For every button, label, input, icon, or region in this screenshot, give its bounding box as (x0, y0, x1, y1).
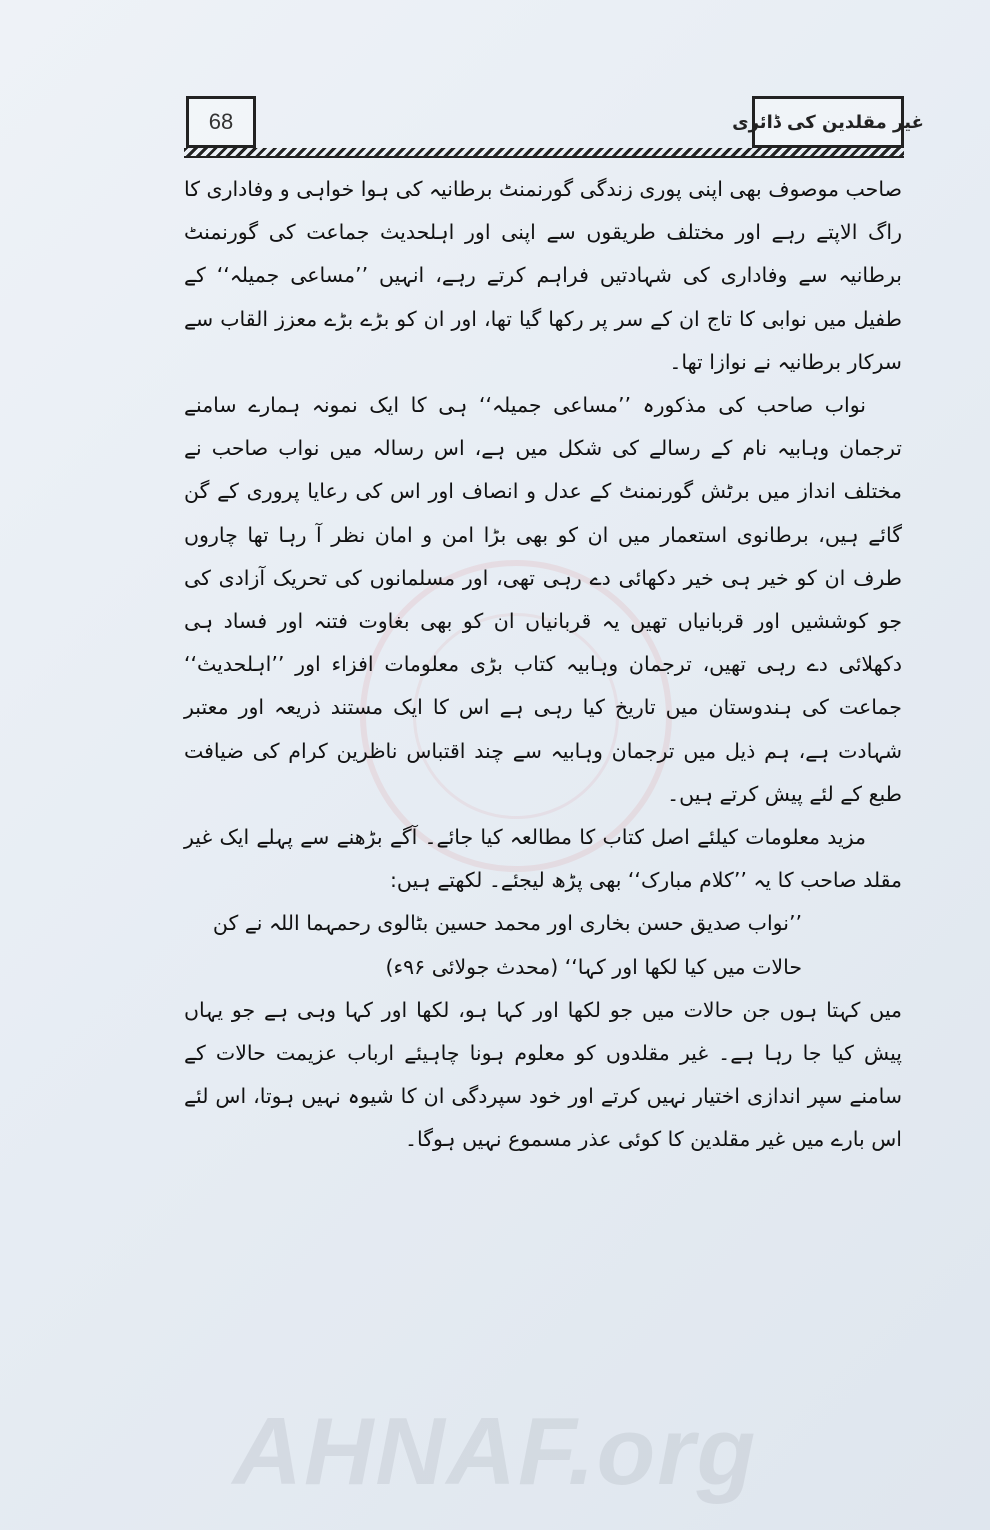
quote-line-2: حالات میں کیا لکھا اور کہا‘‘ (محدث جولائی ۹۶ء) (385, 954, 802, 979)
paragraph-1: صاحب موصوف بھی اپنی پوری زندگی گورنمنٹ برطانیہ کی ہوا خواہی و وفاداری کا راگ الاپتے رہے اور مختلف طریقوں سے اپنی اور اہلحدیث جماعت کی گورنمنٹ برطانیہ سے وفاداری کی شہادتیں فراہم کرتے رہے، انہیں ’’مساعی جمیلہ‘‘ کے طفیل میں نوابی کا تاج ان کے سر پر رکھا گیا تھا، اور ان کو بڑے بڑے معزز القاب سے سرکار برطانیہ نے نوازا تھا۔ (184, 177, 902, 374)
page-body-text (184, 168, 902, 1162)
header-divider (184, 148, 904, 158)
quote-line-1: ’’نواب صدیق حسن بخاری اور محمد حسین بٹالوی رحمہما اللہ نے کن (212, 911, 802, 936)
site-watermark: AHNAF.org (232, 1398, 758, 1505)
book-title-header: غیر مقلدین کی ڈائری (752, 96, 904, 148)
page-number: 68 (186, 96, 256, 148)
paragraph-3: مزید معلومات کیلئے اصل کتاب کا مطالعہ کیا جائے۔ آگے بڑھنے سے پہلے ایک غیر مقلد صاحب کا یہ ’’کلام مبارک‘‘ بھی پڑھ لیجئے۔ لکھتے ہیں: (184, 825, 902, 893)
paragraph-2: نواب صاحب کی مذکورہ ’’مساعی جمیلہ‘‘ ہی کا ایک نمونہ ہمارے سامنے ترجمان وہابیہ نام کے رسالے کی شکل میں ہے، اس رسالہ میں نواب صاحب نے مختلف انداز میں برٹش گورنمنٹ کے عدل و انصاف اور اس کی رعایا پروری کے گن گائے ہیں، برطانوی استعمار میں ان کو بھی بڑا امن و امان نظر آ رہا تھا چاروں طرف ان کو خیر ہی خیر دکھائی دے رہی تھی، اور مسلمانوں کی تحریک آزادی کی جو کوششیں اور قربانیاں تھیں یہ قربانیاں ان کو بھی بغاوت فتنہ اور فساد ہی دکھلائی دے رہی تھیں، ترجمان وہابیہ کتاب بڑی معلومات افزاء اور ’’اہلحدیث‘‘ جماعت کی ہندوستان میں تاریخ کیا رہی ہے اس کا ایک مستند ذریعہ اور معتبر شہادت ہے، ہم ذیل میں ترجمان وہابیہ سے چند اقتباس ناظرین کرام کی ضیافت طبع کے لئے پیش کرتے ہیں۔ (184, 393, 902, 806)
closing-paragraph: میں کہتا ہوں جن حالات میں جو لکھا اور کہا ہو، لکھا اور کہا وہی ہے جو یہاں پیش کیا جا رہا ہے۔ غیر مقلدوں کو معلوم ہونا چاہیئے ارباب عزیمت حالات کے سامنے سپر اندازی اختیار نہیں کرتے اور خود سپردگی ان کا شیوہ نہیں ہوتا، اس لئے اس بارے میں غیر مقلدین کا کوئی عذر مسموع نہیں ہوگا۔ (184, 997, 902, 1152)
